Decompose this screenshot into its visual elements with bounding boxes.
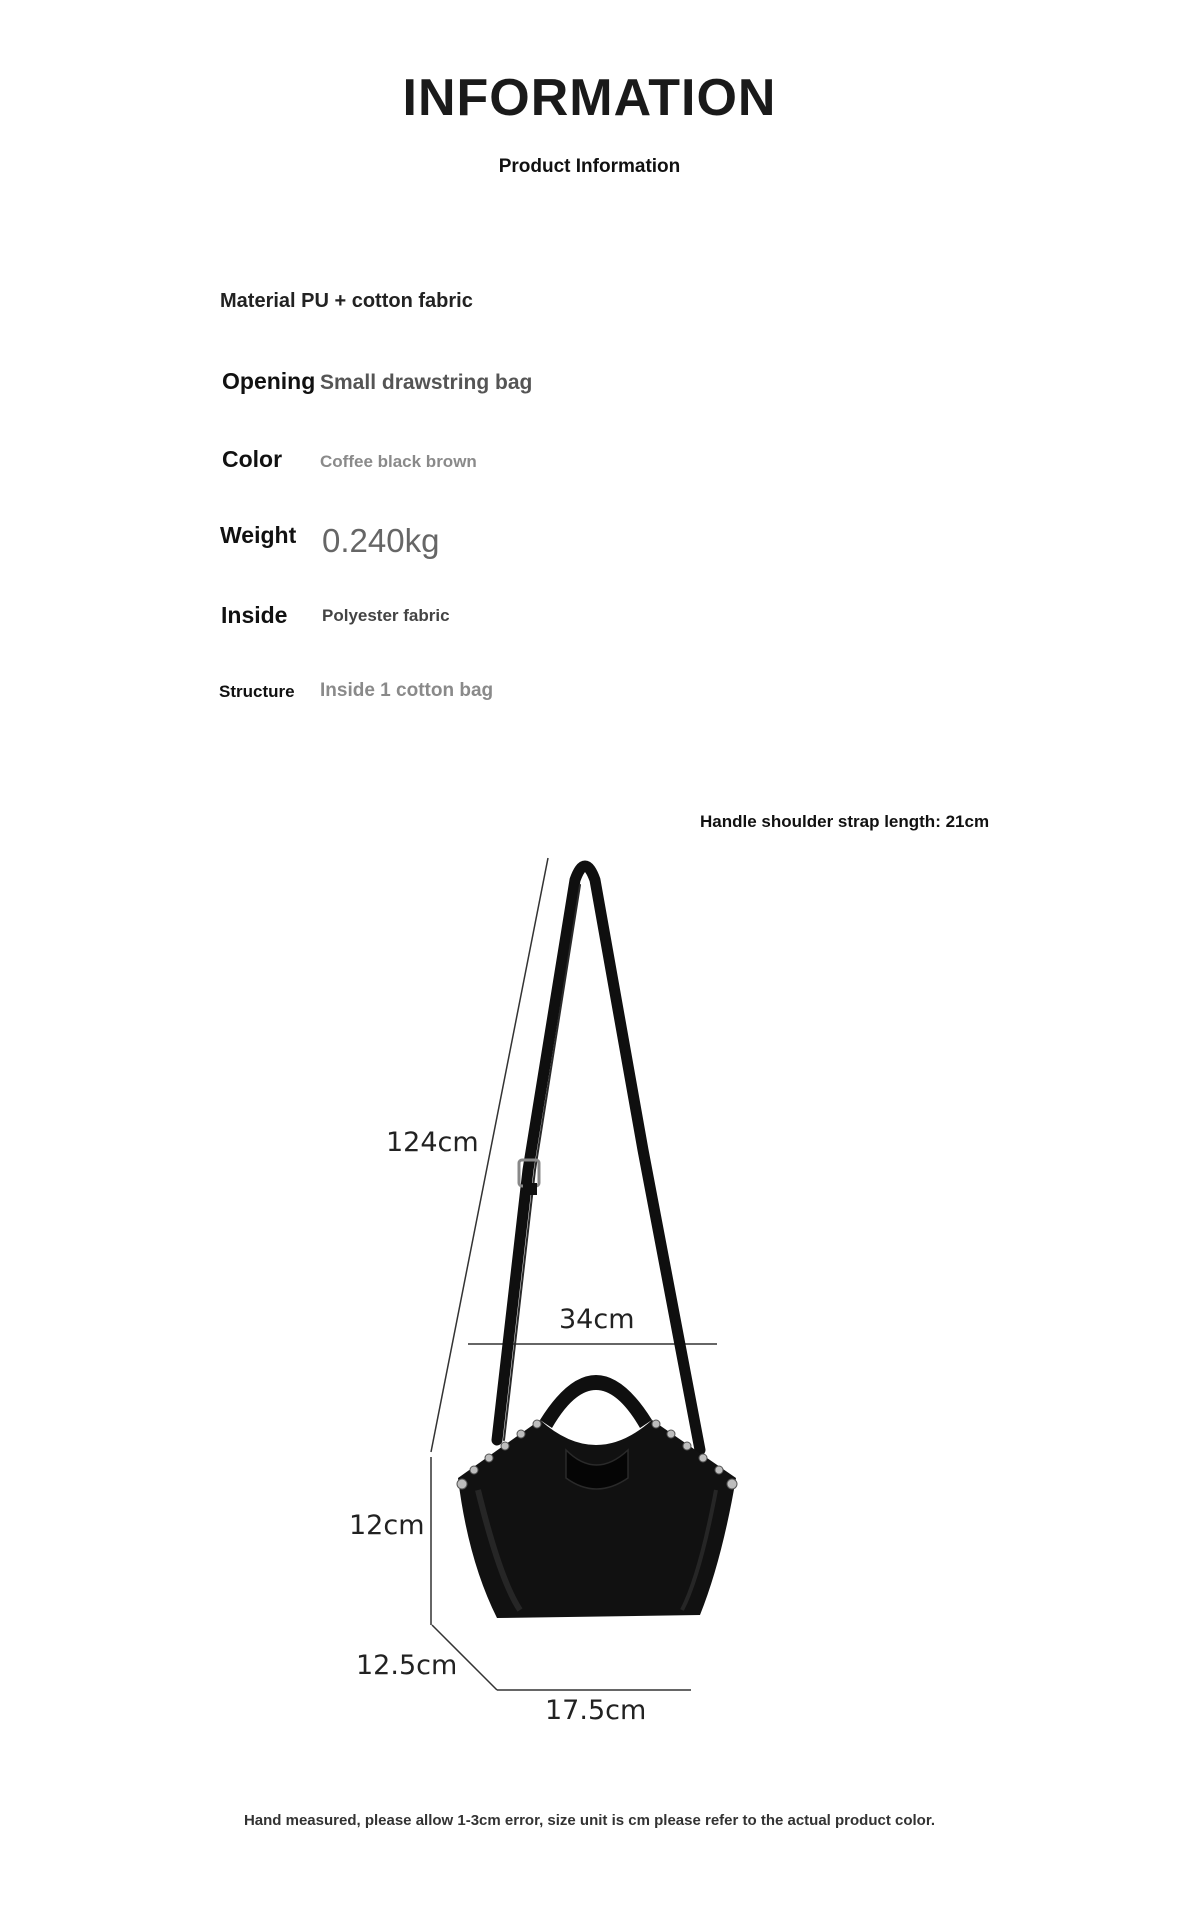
measurement-disclaimer: Hand measured, please allow 1-3cm error, size unit is cm please refer to the actual product color. <box>243 1812 936 1829</box>
strap-length-label: 124cm <box>386 1127 479 1158</box>
spec-opening-value: Small drawstring bag <box>320 371 533 394</box>
spec-color-label: Color <box>222 446 283 472</box>
width-label: 34cm <box>559 1304 635 1335</box>
spec-color-value: Coffee black brown <box>320 452 477 471</box>
height-label: 12cm <box>349 1510 425 1541</box>
spec-weight-label: Weight <box>220 522 297 548</box>
spec-inside-label: Inside <box>221 602 288 628</box>
page-title: INFORMATION <box>402 69 777 127</box>
bag-handle <box>540 1375 652 1428</box>
spec-structure-label: Structure <box>219 682 295 701</box>
spec-structure-value: Inside 1 cotton bag <box>320 680 494 701</box>
spec-opening-label: Opening <box>222 368 316 394</box>
bottom-width-label: 17.5cm <box>545 1695 647 1726</box>
page-subtitle: Product Information <box>498 156 681 177</box>
spec-material: Material PU + cotton fabric <box>220 290 473 312</box>
handle-strap-note: Handle shoulder strap length: 21cm <box>700 812 990 831</box>
spec-inside-value: Polyester fabric <box>322 606 450 625</box>
bag-body <box>458 1420 736 1618</box>
shoulder-strap <box>497 866 700 1450</box>
spec-weight-value: 0.240kg <box>322 522 440 559</box>
depth-label: 12.5cm <box>356 1650 458 1681</box>
